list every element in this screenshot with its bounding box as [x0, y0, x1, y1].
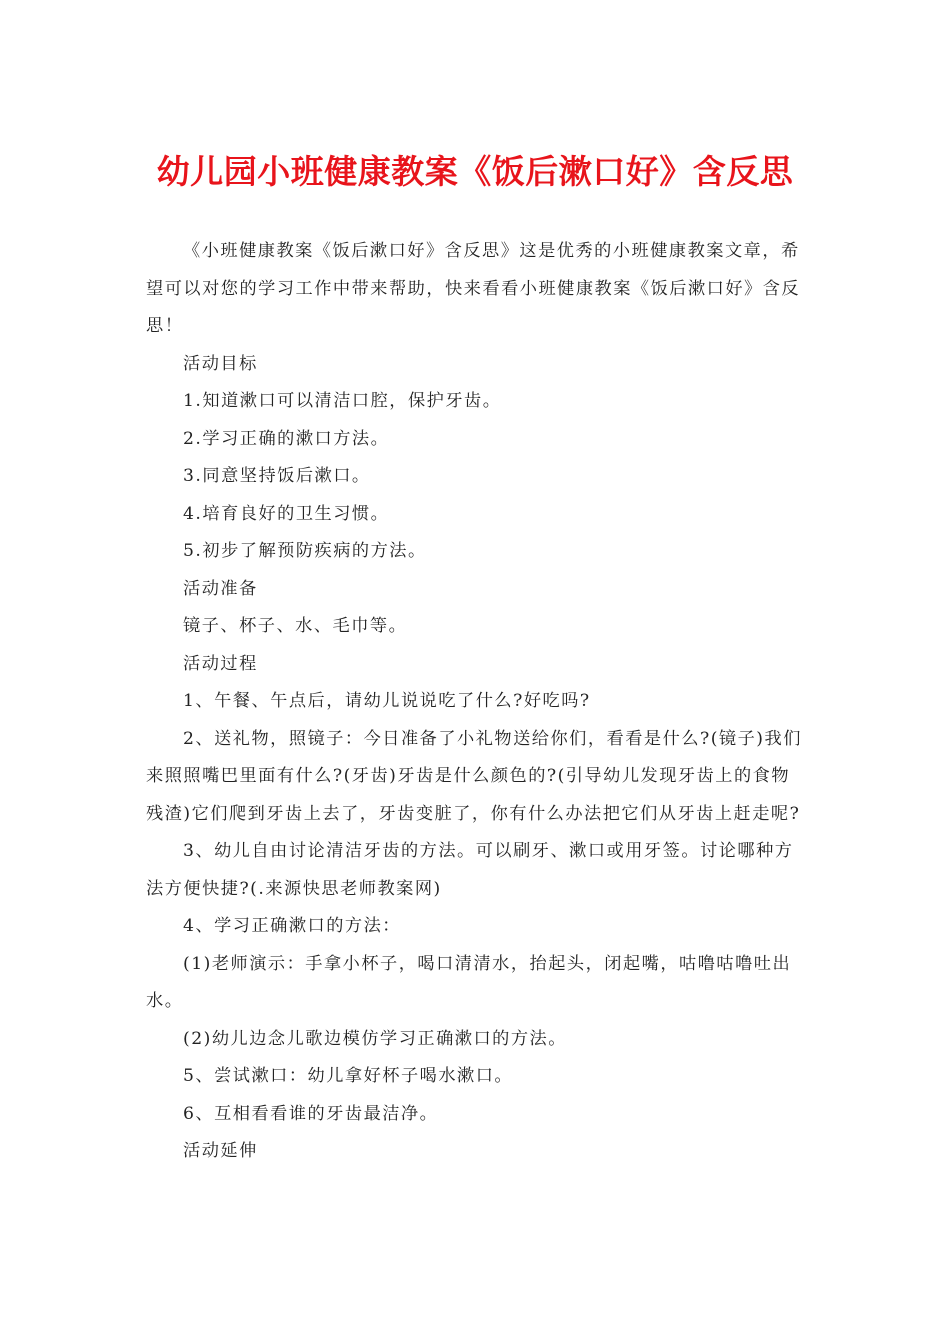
- preparation-text: 镜子、杯子、水、毛巾等。: [183, 616, 408, 636]
- process-substep: (2)幼儿边念儿歌边模仿学习正确漱口的方法。: [183, 1028, 567, 1049]
- process-step: 3、幼儿自由讨论清洁牙齿的方法。可以刷牙、漱口或用牙签。讨论哪种方法方便快捷?(.来源快思老师教案网): [146, 841, 794, 899]
- process-step: 2、送礼物，照镜子：今日准备了小礼物送给你们，看看是什么?(镜子)我们来照照嘴巴里面有什么?(牙齿)牙齿是什么颜色的?(引导幼儿发现牙齿上的食物残渣)它们爬到牙齿上去了，牙齿变脏了，你有什么办法把它们从牙齿上赶走呢?: [146, 728, 802, 824]
- goal-item: 2.学习正确的漱口方法。: [183, 428, 390, 449]
- section-heading-goals: 活动目标: [183, 353, 258, 374]
- goal-item: 1.知道漱口可以清洁口腔，保护牙齿。: [183, 391, 502, 411]
- process-step: 1、午餐、午点后，请幼儿说说吃了什么?好吃吗?: [183, 691, 591, 711]
- goal-item: 3.同意坚持饭后漱口。: [183, 466, 371, 486]
- process-step: 5、尝试漱口：幼儿拿好杯子喝水漱口。: [183, 1066, 514, 1086]
- section-heading-process: 活动过程: [183, 653, 258, 674]
- section-heading-preparation: 活动准备: [183, 578, 258, 599]
- process-substep: (1)老师演示：手拿小杯子，喝口清清水，抬起头，闭起嘴，咕噜咕噜吐出水。: [146, 953, 792, 1011]
- process-step: 6、互相看看谁的牙齿最洁净。: [183, 1103, 439, 1124]
- document-body: [146, 233, 806, 1171]
- process-step: 4、学习正确漱口的方法：: [183, 916, 401, 936]
- document-title: 幼儿园小班健康教案《饭后漱口好》含反思: [156, 152, 794, 191]
- goal-item: 4.培育良好的卫生习惯。: [183, 503, 390, 524]
- section-heading-extension: 活动延伸: [183, 1141, 258, 1161]
- intro-paragraph: 《小班健康教案《饭后漱口好》含反思》这是优秀的小班健康教案文章，希望可以对您的学习工作中带来帮助，快来看看小班健康教案《饭后漱口好》含反思！: [146, 241, 801, 336]
- goal-item: 5.初步了解预防疾病的方法。: [183, 541, 427, 561]
